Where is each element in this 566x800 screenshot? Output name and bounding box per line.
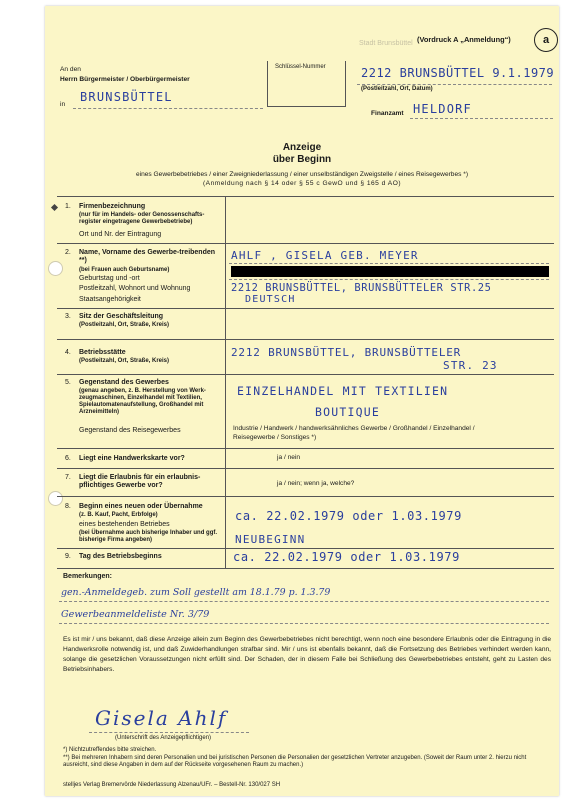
row-4-note: (Postleitzahl, Ort, Straße, Kreis) bbox=[79, 358, 170, 364]
row-8-note2: (bei Übernahme auch bisherige Inhaber und ggf. bisherige Firma angeben) bbox=[79, 530, 218, 543]
row-4-value-line2: STR. 23 bbox=[443, 359, 498, 372]
row-marker-1 bbox=[51, 204, 58, 211]
row-8-value-line2: NEUBEGINN bbox=[235, 533, 306, 546]
row-2-name-value: AHLF , GISELA GEB. MEYER bbox=[231, 249, 419, 262]
row-2-address-label: Postleitzahl, Wohnort und Wohnung bbox=[79, 285, 191, 292]
row-3-border bbox=[57, 339, 554, 340]
row-2-note: (bei Frauen auch Geburtsname) bbox=[79, 267, 170, 273]
row-7-answer: ja / nein; wenn ja, welche? bbox=[277, 480, 355, 487]
row-1-extra: Ort und Nr. der Eintragung bbox=[79, 231, 162, 238]
title-subtitle: eines Gewerbebetriebes / einer Zweigniederlassung / einer unselbständigen Zweigstelle / eines Reisegewerbes *) bbox=[135, 171, 469, 178]
row-2-line-a bbox=[229, 263, 549, 264]
row-1-label: Firmenbezeichnung bbox=[79, 203, 146, 210]
row-5-border bbox=[57, 448, 554, 449]
row-6-number: 6. bbox=[65, 455, 71, 462]
schluessel-box-right bbox=[345, 61, 346, 106]
form-type-badge: a bbox=[534, 28, 558, 52]
row-7-border bbox=[57, 496, 554, 497]
vordruck-label: (Vordruck A „Anmeldung“) bbox=[417, 35, 511, 44]
row-1-border bbox=[57, 243, 554, 244]
title-line2: über Beginn bbox=[272, 154, 332, 165]
row-5-note: (genau angeben, z. B. Herstellung von Werk-zeugmaschinen, Einzelhandel mit Textilien, Spielautomatenaufstellung, Großhandel mit Arzneimitteln) bbox=[79, 388, 206, 415]
row-6-answer: ja / nein bbox=[277, 454, 301, 461]
row-2-number: 2. bbox=[65, 249, 71, 256]
remarks-rule-2 bbox=[59, 623, 549, 624]
remarks-line2: Gewerbeanmeldeliste Nr. 3/79 bbox=[61, 609, 210, 620]
title-legal-reference: (Anmeldung nach § 14 oder § 55 c GewO und § 165 d AO) bbox=[202, 180, 402, 187]
row-5-value-line2: BOUTIQUE bbox=[315, 405, 380, 419]
finanzamt-line bbox=[410, 118, 553, 119]
addressee-city-line bbox=[73, 108, 263, 109]
row-9-value: ca. 22.02.1979 oder 1.03.1979 bbox=[233, 550, 460, 564]
row-5-number: 5. bbox=[65, 379, 71, 386]
addressee-in-label: in bbox=[60, 101, 66, 108]
row-4-label: Betriebsstätte bbox=[79, 349, 126, 356]
row-6-label: Liegt eine Handwerkskarte vor? bbox=[79, 455, 185, 462]
form-sheet bbox=[45, 6, 559, 796]
table-column-divider bbox=[225, 196, 226, 568]
row-3-label: Sitz der Geschäftsleitung bbox=[79, 313, 164, 320]
row-2-border bbox=[57, 308, 554, 309]
row-2-birth-label: Geburtstag und -ort bbox=[79, 275, 140, 282]
row-9-border bbox=[57, 568, 554, 569]
row-5-extra: Gegenstand des Reisegewerbes bbox=[79, 427, 181, 434]
place-date-line bbox=[357, 84, 552, 85]
row-8-note: (z. B. Kauf, Pacht, Erbfolge) bbox=[79, 512, 158, 518]
row-4-number: 4. bbox=[65, 349, 71, 356]
row-4-value-line1: 2212 BRUNSBÜTTEL, BRUNSBÜTTELER bbox=[231, 346, 462, 359]
title-line1: Anzeige bbox=[282, 142, 322, 153]
row-2-label: Name, Vorname des Gewerbe-treibenden **) bbox=[79, 249, 216, 265]
row-9-number: 9. bbox=[65, 553, 71, 560]
finanzamt-label: Finanzamt bbox=[371, 110, 404, 117]
faint-stamp: Stadt Brunsbüttel bbox=[359, 40, 413, 47]
finanzamt-value: HELDORF bbox=[413, 102, 472, 116]
addressee-city-value: BRUNSBÜTTEL bbox=[80, 90, 173, 104]
row-2-nationality-value: DEUTSCH bbox=[245, 294, 296, 305]
schluessel-box-left bbox=[267, 61, 268, 106]
row-3-note: (Postleitzahl, Ort, Straße, Kreis) bbox=[79, 322, 170, 328]
place-date-label: (Postleitzahl, Ort, Datum) bbox=[361, 86, 433, 92]
row-8-number: 8. bbox=[65, 503, 71, 510]
row-5-value-line1: EINZELHANDEL MIT TEXTILIEN bbox=[237, 384, 449, 398]
footnote-1: *) Nichtzutreffendes bitte streichen. bbox=[63, 747, 157, 753]
addressee-title: Herrn Bürgermeister / Oberbürgermeister bbox=[60, 76, 190, 83]
footnote-2: **) Bei mehreren Inhabern sind deren Personalien und bei juristischen Personen die Personalien der gesetzlichen Vertreter anzugeben. (Soweit der Raum unter 2. hierzu nicht ausreicht, sind diese Angaben in dem auf der Rückseite vorgesehenen Raum zu machen.) bbox=[63, 755, 527, 768]
schluessel-label: Schlüssel-Nummer bbox=[275, 64, 326, 70]
row-8-border bbox=[57, 548, 554, 549]
signature-line bbox=[89, 732, 249, 733]
remarks-line1: gen.-Anmeldegeb. zum Soll gestellt am 18.1.79 p. 1.3.79 bbox=[61, 587, 331, 598]
row-7-number: 7. bbox=[65, 474, 71, 481]
signature-script: Gisela Ahlf bbox=[95, 706, 228, 730]
remarks-rule-1 bbox=[59, 601, 549, 602]
row-9-label: Tag des Betriebsbeginns bbox=[79, 553, 162, 560]
row-5-label: Gegenstand des Gewerbes bbox=[79, 379, 169, 386]
legal-declaration: Es ist mir / uns bekannt, daß diese Anzeige allein zum Beginn des Gewerbebetriebes nicht berechtigt, wenn noch eine besondere Erlaubnis oder die Eintragung in die Handwerksrolle notwendig ist, und daß Zuwiderhandlungen strafbar sind. Mir / uns ist ebenfalls bekannt, daß die Fortsetzung des Betriebes verhindert werden kann, solange die gesetzlichen Voraussetzungen nicht erfüllt sind. Der Schaden, der in diesem Falle bei Schließung des Gewerbebetriebes entsteht, geht zu Lasten des Betriebsinhabers. bbox=[63, 636, 551, 673]
schluessel-box-bottom bbox=[267, 106, 346, 107]
row-5-options: Industrie / Handwerk / handwerksähnliches Gewerbe / Großhandel / Einzelhandel / Reisegewerbe / Sonstiges *) bbox=[233, 425, 475, 441]
place-date-value: 2212 BRUNSBÜTTEL 9.1.1979 bbox=[361, 66, 555, 80]
row-7-label: Liegt die Erlaubnis für ein erlaubnis-pflichtiges Gewerbe vor? bbox=[79, 474, 201, 490]
row-1-number: 1. bbox=[65, 203, 71, 210]
row-8-extra: eines bestehenden Betriebes bbox=[79, 521, 170, 528]
publisher-line: stelljes Verlag Bremervörde Niederlassung Alzenau/UFr. – Bestell-Nr. 130/027 SH bbox=[63, 782, 281, 788]
row-2-address-value: 2212 BRUNSBÜTTEL, BRUNSBÜTTELER STR.25 bbox=[231, 282, 492, 294]
row-2-line-b bbox=[229, 279, 549, 280]
row-8-value-line1: ca. 22.02.1979 oder 1.03.1979 bbox=[235, 509, 462, 523]
punch-hole-top bbox=[48, 261, 63, 276]
row-6-border bbox=[57, 468, 554, 469]
remarks-label: Bemerkungen: bbox=[63, 573, 113, 580]
row-3-number: 3. bbox=[65, 313, 71, 320]
row-8-label: Beginn eines neuen oder Übernahme bbox=[79, 503, 203, 510]
table-top-border bbox=[57, 196, 554, 197]
row-1-note: (nur für im Handels- oder Genossenschafts-register eingetragene Gewerbebetriebe) bbox=[79, 212, 205, 225]
punch-hole-bottom bbox=[48, 491, 63, 506]
row-2-nationality-label: Staatsangehörigkeit bbox=[79, 296, 141, 303]
row-4-border bbox=[57, 374, 554, 375]
signature-label: (Unterschrift des Anzeigepflichtigen) bbox=[115, 735, 212, 741]
redaction-bar bbox=[231, 266, 549, 277]
addressee-an-den: An den bbox=[60, 66, 81, 73]
